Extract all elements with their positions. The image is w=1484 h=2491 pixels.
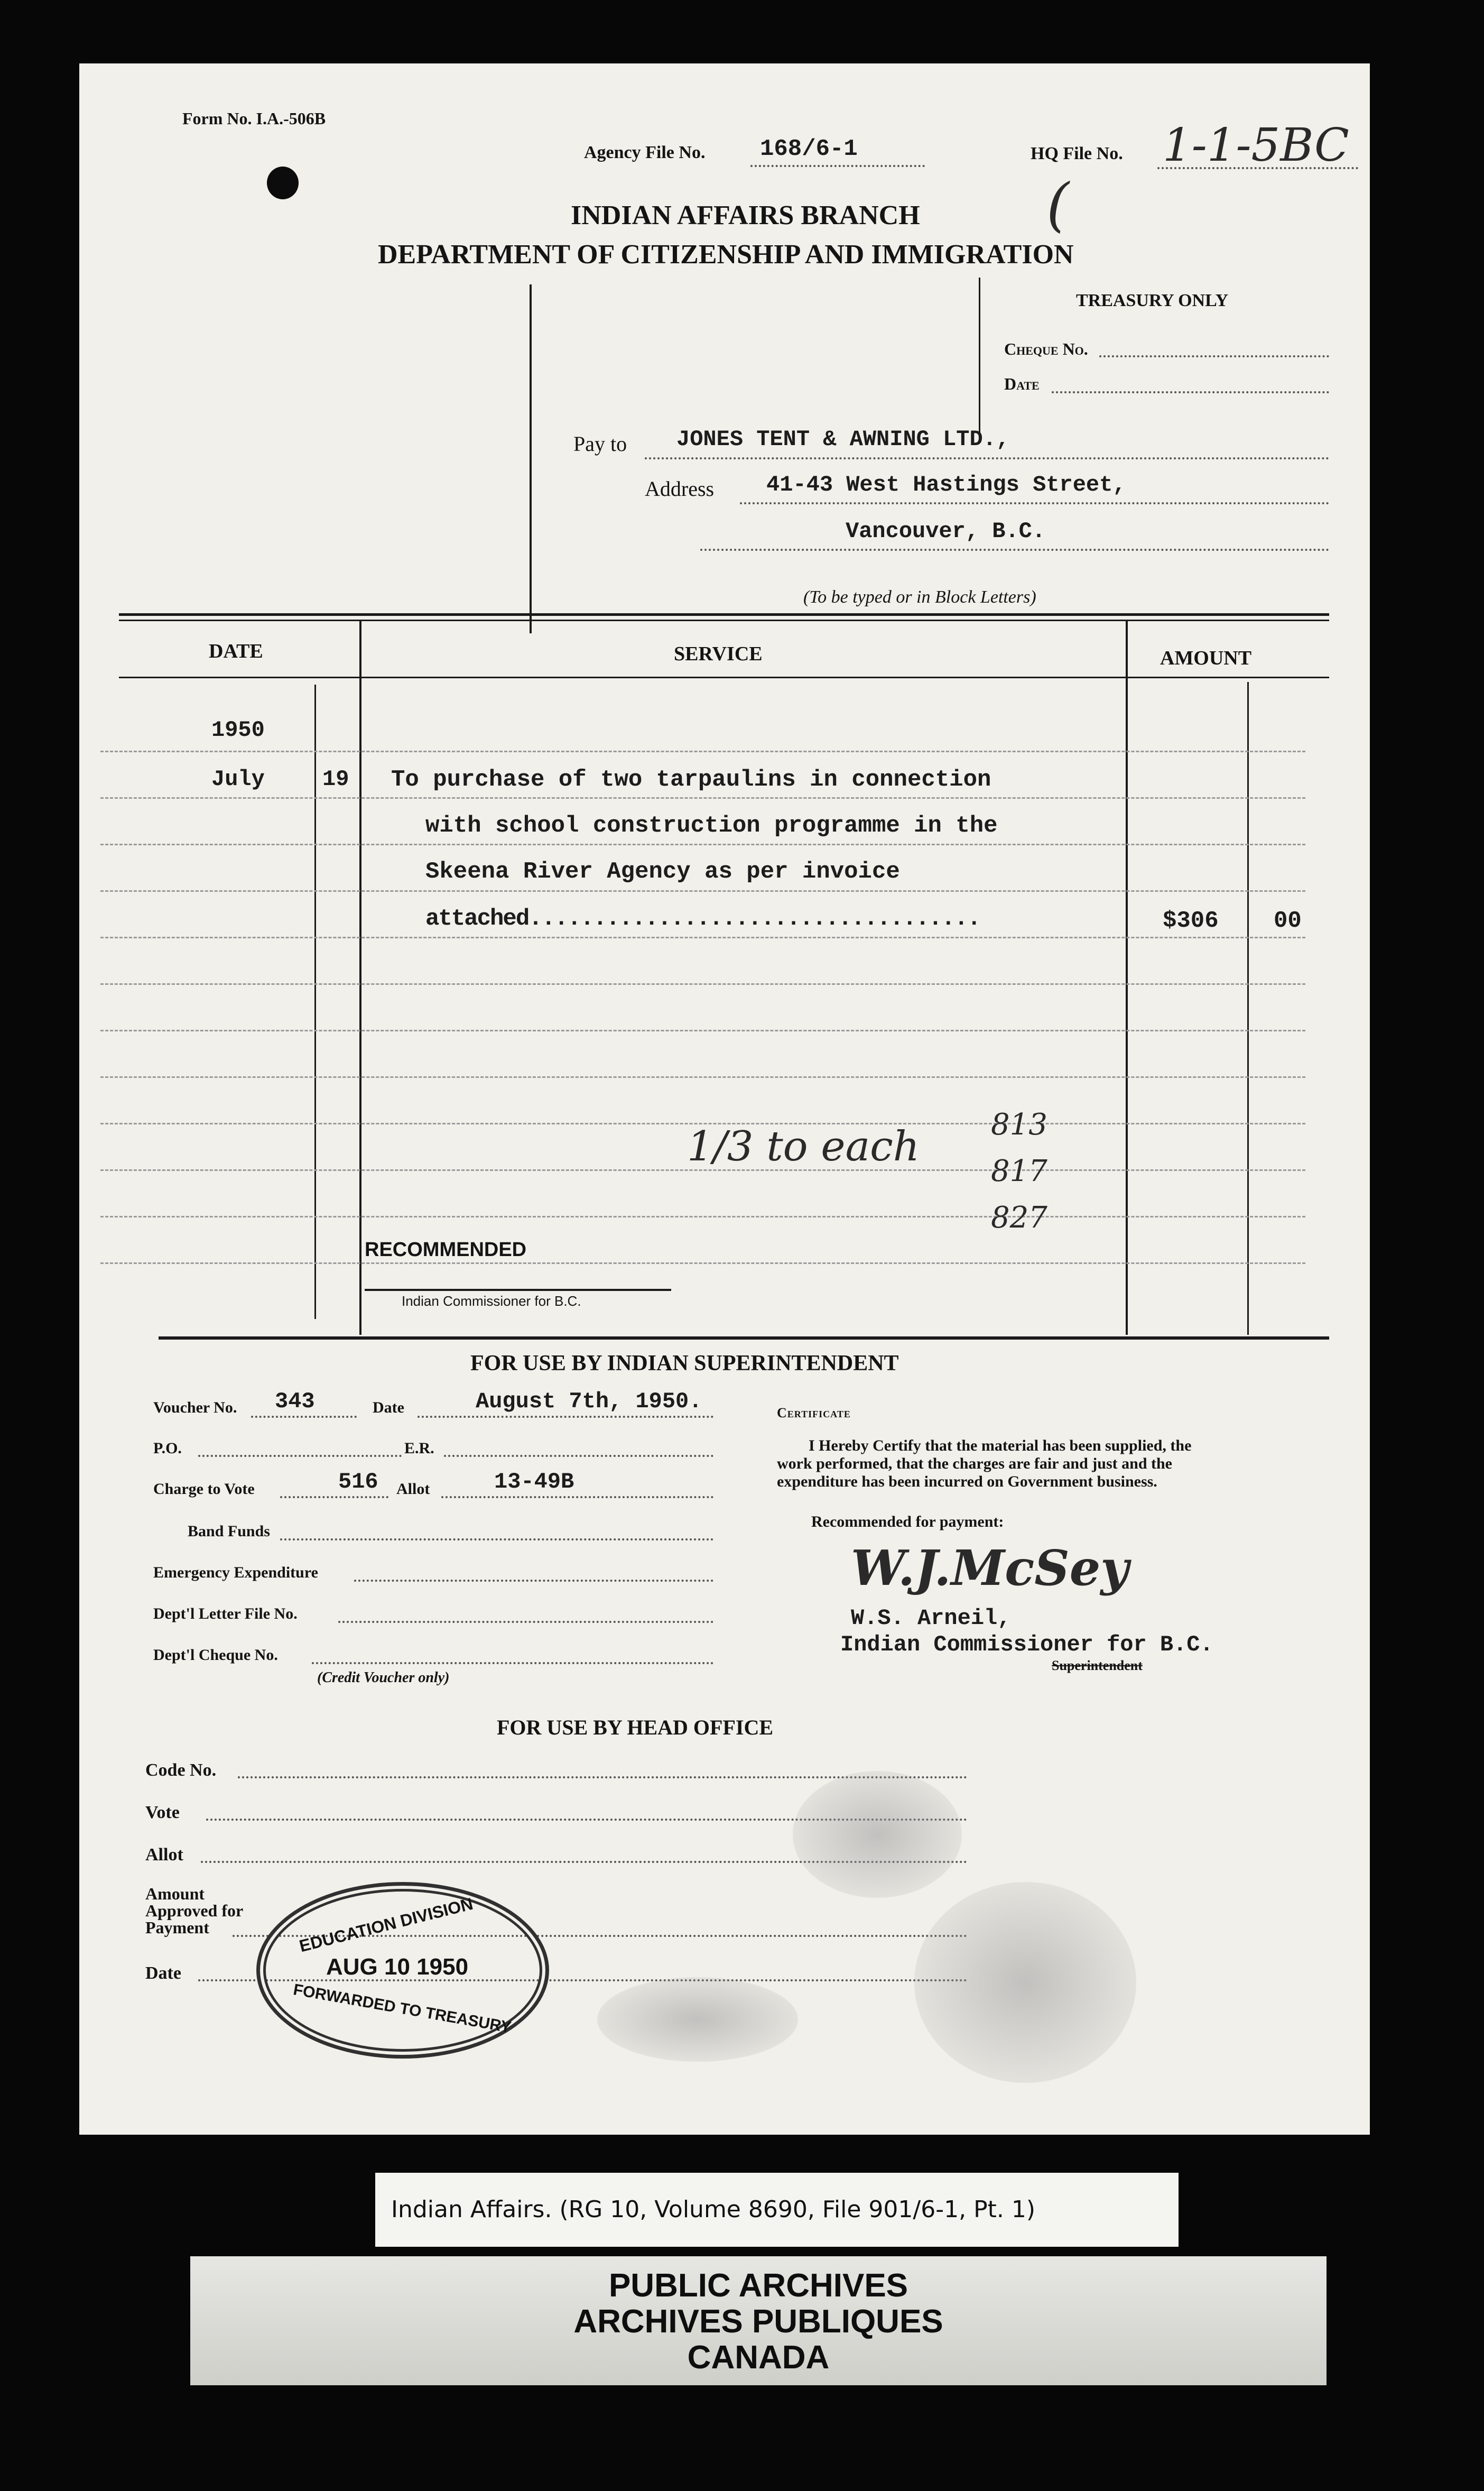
amount-column-rule [1126,621,1128,1335]
smudge [793,1771,962,1898]
table-row-rule [100,797,1305,799]
hand-code-2: 817 [991,1154,1047,1188]
address-line1-rule [740,502,1329,504]
emergency-label: Emergency Expenditure [153,1564,318,1581]
hq-file-line [1157,167,1358,169]
treasury-date-label: Date [1004,374,1040,393]
superintendent-struck: Superintendent [1052,1658,1143,1673]
treasury-date-line [1052,391,1329,393]
caption-text: Indian Affairs. (RG 10, Volume 8690, File 901/6-1, Pt. 1) [391,2196,1035,2223]
letter-file-label: Dept'l Letter File No. [153,1605,298,1622]
archives-line-1: PUBLIC ARCHIVES [608,2267,908,2304]
archives-text [190,2268,1327,2376]
voucher-no-line [251,1416,357,1418]
charge-to-vote-value: 516 [338,1469,378,1494]
hq-file-value: 1-1-5BC [1163,119,1349,172]
signature: W.J.McSey [851,1539,1129,1597]
cheque-no-dept-line [312,1662,713,1664]
recommended-label: RECOMMENDED [365,1239,527,1261]
voucher-no-label: Voucher No. [153,1399,237,1416]
table-row-rule [100,890,1305,892]
certificate-line-1: I Hereby Certify that the material has been supplied, the [809,1437,1192,1454]
superintendent-title: FOR USE BY INDIAN SUPERINTENDENT [470,1351,899,1376]
certificate-line-2: work performed, that the charges are fair and just and the [777,1455,1172,1472]
agency-file-label: Agency File No. [584,143,706,162]
stamp-bottom-text: FORWARDED TO TREASURY [292,1980,513,2037]
signer-title: Indian Commissioner for B.C. [840,1632,1213,1657]
smudge [914,1882,1136,2083]
letter-file-line [338,1621,713,1623]
charge-to-vote-line [280,1496,388,1498]
vote-label: Vote [145,1803,180,1822]
address-line2: Vancouver, B.C. [846,519,1046,544]
table-row-rule [100,937,1305,938]
amount-label: Amount [145,1884,205,1903]
service-header: SERVICE [674,643,763,665]
service-line-4: attached................................... [425,906,980,932]
date-header: DATE [209,640,263,662]
block-letters-note: (To be typed or in Block Letters) [803,587,1036,607]
approved-label-1: Approved for [145,1901,244,1920]
po-line [198,1455,402,1457]
treasury-only-label: TREASURY ONLY [1076,291,1229,310]
cents-column-rule [1247,682,1249,1335]
band-funds-label: Band Funds [188,1523,270,1540]
service-line-1: To purchase of two tarpaulins in connection [391,767,991,793]
stamp-top-text: EDUCATION DIVISION [297,1894,475,1956]
day-column-rule [314,685,316,1319]
hand-code-3: 827 [991,1201,1047,1235]
address-line1: 41-43 West Hastings Street, [766,472,1126,497]
table-row-rule [100,844,1305,845]
voucher-date-line [418,1416,713,1418]
hand-code-1: 813 [991,1108,1047,1142]
header-divider [530,284,532,633]
document-page [79,63,1370,2135]
caption-label [375,2173,1179,2247]
amount-header: AMOUNT [1160,647,1252,669]
header-bottom-rule [119,677,1329,678]
table-top-rule [119,613,1329,616]
treasury-box-border [979,278,980,441]
certificate-line-3: expenditure has been incurred on Government business. [777,1473,1157,1490]
certificate-label: Certificate [777,1405,851,1420]
agency-file-line [750,165,925,167]
table-row-rule [100,1262,1305,1264]
date-column-rule [359,621,361,1335]
table-row-rule [100,1216,1305,1217]
smudge [597,1977,798,2062]
table-row-rule [100,1030,1305,1031]
amount-dollars: $306 [1163,908,1219,934]
charge-to-vote-label: Charge to Vote [153,1480,255,1498]
cheque-no-line [1099,355,1329,357]
archives-label [190,2256,1327,2385]
pay-to-line [645,457,1329,459]
head-date-label: Date [145,1963,181,1983]
table-month: July [211,767,265,792]
address-label: Address [645,477,715,501]
emergency-line [354,1580,713,1582]
cheque-no-label: Cheque No. [1004,339,1088,358]
code-no-label: Code No. [145,1760,217,1780]
approved-label-2: Payment [145,1918,209,1937]
form-number: Form No. I.A.-506B [182,109,326,128]
table-bottom-rule [159,1336,1329,1340]
table-row-rule [100,1076,1305,1078]
agency-file-value: 168/6-1 [760,136,858,162]
po-label: P.O. [153,1440,182,1457]
address-line2-rule [700,549,1329,551]
table-day: 19 [322,767,349,792]
allot-line [441,1496,713,1498]
head-allot-label: Allot [145,1845,183,1865]
voucher-date-label: Date [373,1399,404,1416]
archives-line-3: CANADA [687,2339,830,2376]
voucher-no-value: 343 [275,1389,315,1414]
archives-line-2: ARCHIVES PUBLIQUES [573,2303,943,2340]
stamp-date: AUG 10 1950 [326,1954,469,1980]
commissioner-sig-label: Indian Commissioner for B.C. [402,1293,581,1309]
er-line [444,1455,713,1457]
table-row-rule [100,983,1305,985]
org-title: INDIAN AFFAIRS BRANCH [571,200,920,230]
recommended-payment-label: Recommended for payment: [811,1513,1004,1530]
credit-voucher-note: (Credit Voucher only) [317,1669,450,1686]
table-row-rule [100,751,1305,752]
cheque-no-dept-label: Dept'l Cheque No. [153,1646,278,1664]
ink-blot [267,167,299,199]
org-department: DEPARTMENT OF CITIZENSHIP AND IMMIGRATION [378,239,1074,270]
hand-mark: ( [1046,171,1069,238]
voucher-date-value: August 7th, 1950. [476,1389,702,1414]
allot-value: 13-49B [494,1469,574,1494]
service-line-2: with school construction programme in the [425,813,998,839]
band-funds-line [280,1538,713,1540]
service-line-3: Skeena River Agency as per invoice [425,859,900,885]
recommended-signature-line [365,1289,671,1291]
hand-note: 1/3 to each [687,1123,920,1170]
received-stamp [256,1882,549,2059]
head-office-title: FOR USE BY HEAD OFFICE [497,1715,774,1739]
table-top-rule-2 [119,620,1329,621]
table-year: 1950 [211,717,265,743]
signer-name: W.S. Arneil, [851,1606,1011,1631]
amount-cents: 00 [1274,908,1302,934]
er-label: E.R. [404,1440,434,1457]
allot-label: Allot [396,1480,430,1498]
pay-to-value: JONES TENT & AWNING LTD., [676,427,1010,452]
pay-to-label: Pay to [573,432,627,456]
hq-file-label: HQ File No. [1031,144,1123,163]
